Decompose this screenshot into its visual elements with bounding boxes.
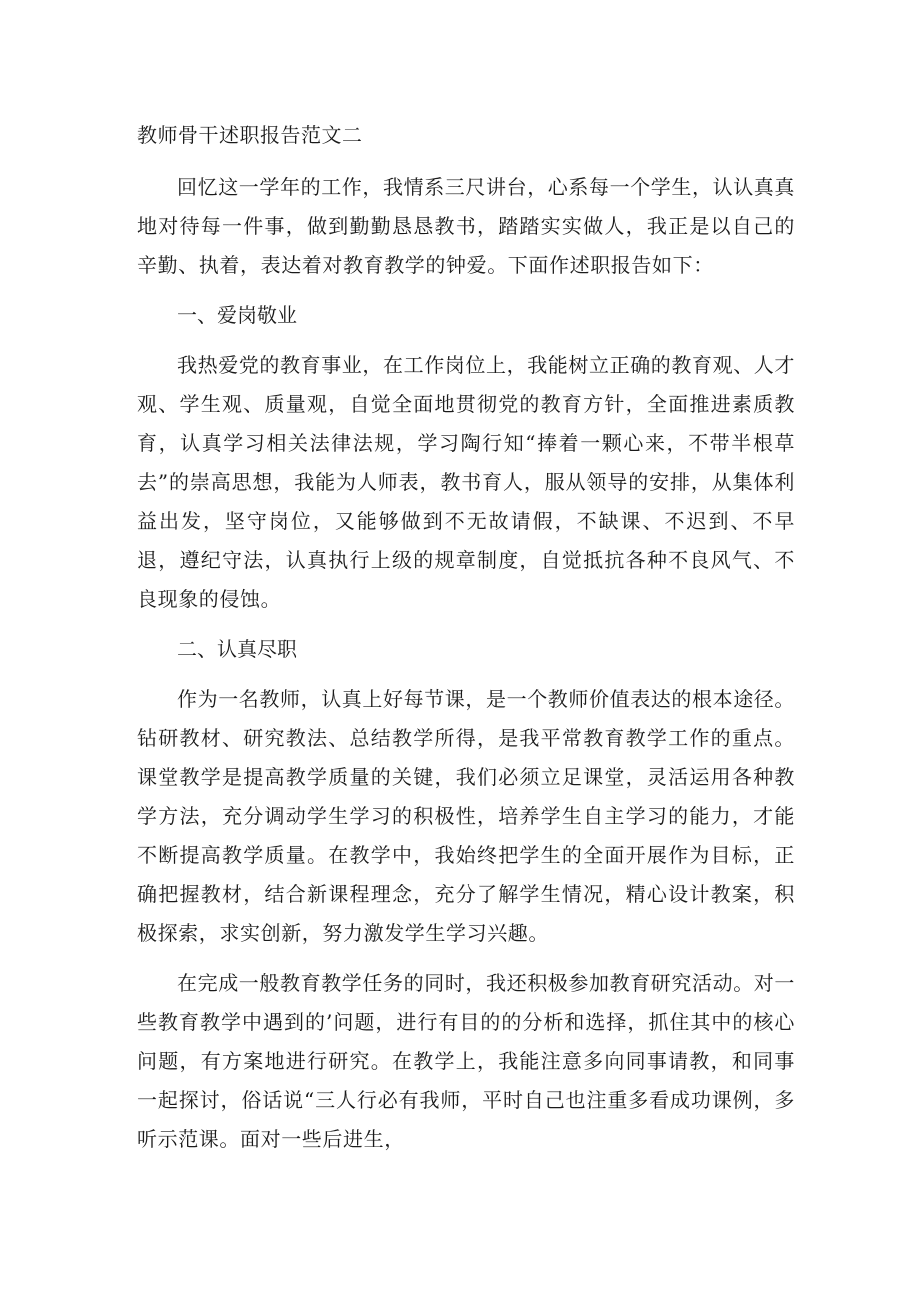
section-heading-diligence: 二、认真尽职 <box>177 637 297 661</box>
document-title: 教师骨干述职报告范文二 <box>137 123 363 147</box>
paragraph-dedication: 我热爱党的教育事业，在工作岗位上，我能树立正确的教育观、人才观、学生观、质量观，自觉全面地贯彻党的教育方针，全面推进素质教育，认真学习相关法律法规，学习陶行知“捧着一颗心来，不带半根草去”的崇高思想，我能为人师表，教书育人，服从领导的安排，从集体利益出发，坚守岗位，又能够做到不无故请假，不缺课、不迟到、不早退，遵纪守法，认真执行上级的规章制度，自觉抵抗各种不良风气、不良现象的侵蚀。 <box>137 353 795 611</box>
paragraph-research: 在完成一般教育教学任务的同时，我还积极参加教育研究活动。对一些教育教学中遇到的’问题，进行有目的的分析和选择，抓住其中的核心问题，有方案地进行研究。在教学上，我能注意多向同事请教，和同事一起探讨，俗话说“三人行必有我师，平时自己也注重多看成功课例，多听示范课。面对一些后进生， <box>137 971 795 1151</box>
paragraph-intro: 回忆这一学年的工作，我情系三尺讲台，心系每一个学生，认认真真地对待每一件事，做到勤勤恳恳教书，踏踏实实做人，我正是以自己的辛勤、执着，表达着对教育教学的钟爱。下面作述职报告如下： <box>137 175 795 277</box>
section-heading-dedication: 一、爱岗敬业 <box>177 303 297 327</box>
paragraph-diligence: 作为一名教师，认真上好每节课，是一个教师价值表达的根本途径。钻研教材、研究教法、总结教学所得，是我平常教育教学工作的重点。课堂教学是提高教学质量的关键，我们必须立足课堂，灵活运用各种教学方法，充分调动学生学习的积极性，培养学生自主学习的能力，才能不断提高教学质量。在教学中，我始终把学生的全面开展作为目标，正确把握教材，结合新课程理念，充分了解学生情况，精心设计教案，积极探索，求实创新，努力激发学生学习兴趣。 <box>137 687 795 945</box>
document-body <box>137 168 795 1170</box>
